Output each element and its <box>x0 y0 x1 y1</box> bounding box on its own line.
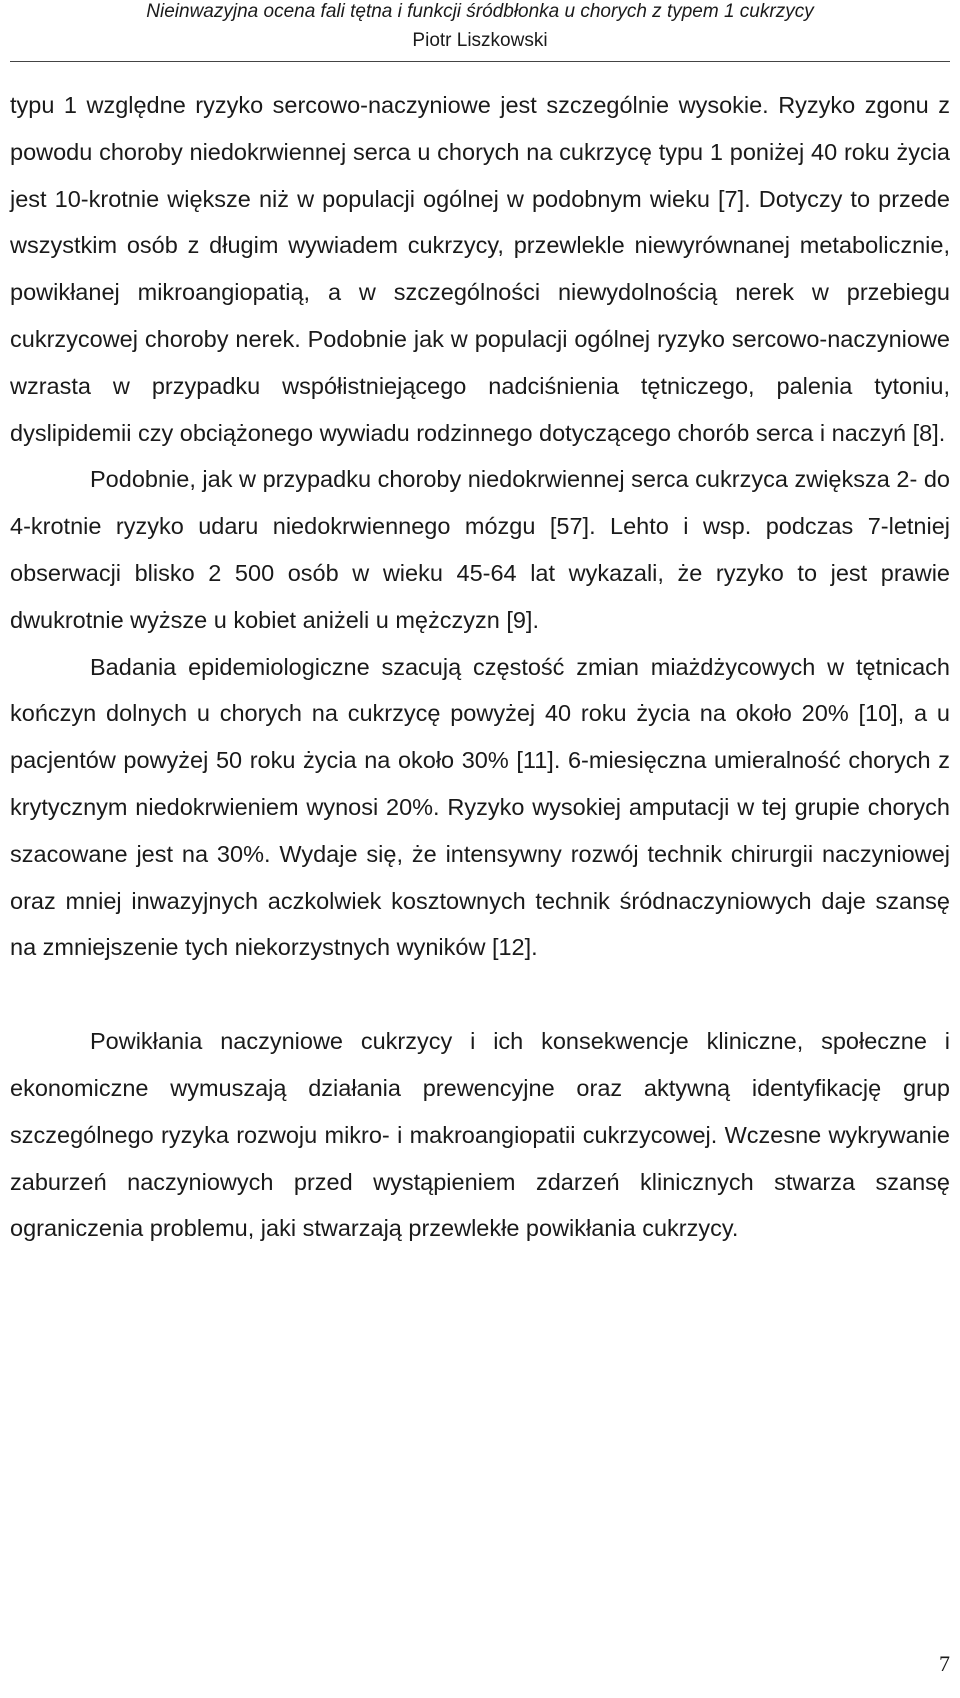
running-header <box>0 0 960 53</box>
header-author: Piotr Liszkowski <box>412 30 548 51</box>
paragraph-continuation: typu 1 względne ryzyko sercowo-naczyniowe jest szczególnie wysokie. Ryzyko zgonu z powodu choroby niedokrwiennej serca u chorych na cukrzycę typu 1 poniżej 40 roku życia jest 10-krotnie większe niż w populacji ogólnej w podobnym wieku [7]. Dotyczy to przede wszystkim osób z długim wywiadem cukrzycy, przewlekle niewyrównanej metabolicznie, powikłanej mikroangiopatią, a w szczególności niewydolnością nerek w przebiegu cukrzycowej choroby nerek. Podobnie jak w populacji ogólnej ryzyko sercowo-naczyniowe wzrasta w przypadku współistniejącego nadciśnienia tętniczego, palenia tytoniu, dyslipidemii czy obciążonego wywiadu rodzinnego dotyczącego chorób serca i naczyń [8]. <box>10 92 950 446</box>
paragraph-spacer <box>10 971 950 1018</box>
paragraph: Powikłania naczyniowe cukrzycy i ich konsekwencje kliniczne, społeczne i ekonomiczne wymuszają działania prewencyjne oraz aktywną identyfikację grup szczególnego ryzyka rozwoju mikro- i makroangiopatii cukrzycowej. Wczesne wykrywanie zaburzeń naczyniowych przed wystąpieniem zdarzeń klinicznych stwarza szansę ograniczenia problemu, jaki stwarzają przewlekłe powikłania cukrzycy. <box>10 1028 950 1242</box>
paragraph: Podobnie, jak w przypadku choroby niedokrwiennej serca cukrzyca zwiększa 2- do 4-krotnie ryzyko udaru niedokrwiennego mózgu [57]. Lehto i wsp. podczas 7-letniej obserwacji blisko 2 500 osób w wieku 45-64 lat wykazali, że ryzyko to jest prawie dwukrotnie wyższe u kobiet aniżeli u mężczyzn [9]. <box>10 466 950 633</box>
header-divider <box>10 61 950 62</box>
paragraph: Badania epidemiologiczne szacują częstość zmian miażdżycowych w tętnicach kończyn dolnych u chorych na cukrzycę powyżej 40 roku życia na około 20% [10], a u pacjentów powyżej 50 roku życia na około 30% [11]. 6-miesięczna umieralność chorych z krytycznym niedokrwieniem wynosi 20%. Ryzyko wysokiej amputacji w tej grupie chorych szacowane jest na 30%. Wydaje się, że intensywny rozwój technik chirurgii naczyniowej oraz mniej inwazyjnych aczkolwiek kosztownych technik śródnaczyniowych daje szansę na zmniejszenie tych niekorzystnych wyników [12]. <box>10 653 950 961</box>
header-title: Nieinwazyjna ocena fali tętna i funkcji śródbłonka u chorych z typem 1 cukrzycy <box>146 1 814 22</box>
document-body <box>10 82 950 1252</box>
page-number: 7 <box>939 1651 950 1676</box>
